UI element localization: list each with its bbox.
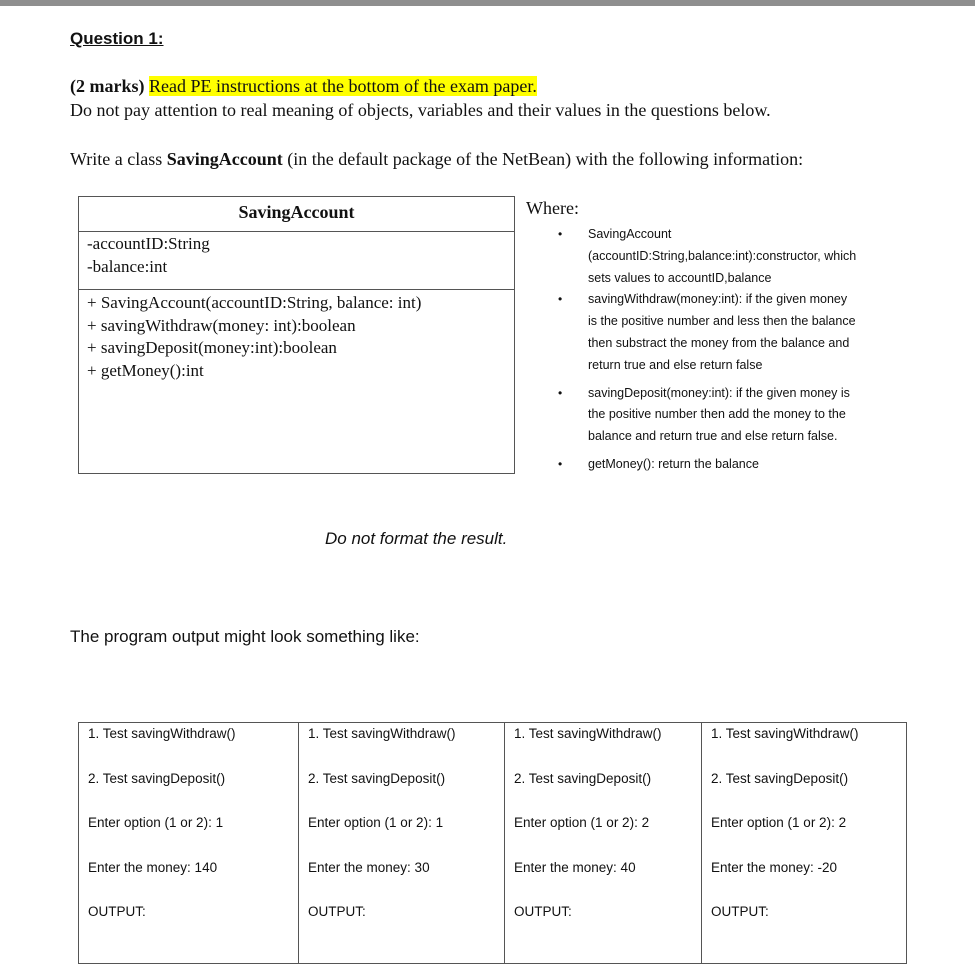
intro-pre: Write a class [70, 149, 167, 169]
output-line: OUTPUT: [308, 904, 366, 919]
output-line: Enter option (1 or 2): 1 [88, 815, 224, 830]
output-line: 2. Test savingDeposit() [88, 770, 226, 786]
output-line: 2. Test savingDeposit() [308, 770, 446, 786]
output-line: Enter the money: 40 [514, 859, 636, 875]
marks-line [70, 76, 537, 97]
where-item-line: is the positive number and less then the balance [588, 314, 856, 329]
output-line: 1. Test savingWithdraw() [308, 726, 456, 741]
uml-field: -accountID:String [87, 234, 210, 253]
where-item-line: getMoney(): return the balance [588, 456, 759, 471]
bullet-icon: • [558, 292, 563, 307]
uml-field: -balance:int [87, 257, 168, 276]
where-item [558, 289, 878, 376]
output-line: 2. Test savingDeposit() [514, 770, 652, 786]
uml-method: + savingDeposit(money:int):boolean [87, 338, 337, 357]
bullet-icon: • [558, 456, 563, 471]
intro-post: (in the default package of the NetBean) with the following information: [282, 149, 804, 169]
output-line: OUTPUT: [88, 904, 146, 919]
marks-label: (2 marks) [70, 76, 145, 96]
output-line: 1. Test savingWithdraw() [711, 726, 859, 741]
no-format-note: Do not format the result. [325, 529, 508, 548]
uml-method: + SavingAccount(accountID:String, balance: int) [87, 293, 422, 312]
output-line: Enter the money: 140 [88, 859, 218, 875]
output-line: Enter the money: 30 [308, 859, 430, 875]
output-column [505, 723, 702, 964]
intro-class-name: SavingAccount [166, 149, 283, 169]
where-item [558, 383, 878, 448]
uml-method: + savingWithdraw(money: int):boolean [87, 315, 356, 335]
highlighted-instruction: Read PE instructions at the bottom of the exam paper. [149, 76, 537, 96]
where-label: Where: [526, 198, 579, 218]
top-border [0, 0, 975, 6]
where-item-line: then substract the money from the balance and [588, 335, 850, 350]
output-line: Enter option (1 or 2): 2 [711, 815, 847, 830]
uml-methods [79, 290, 514, 473]
table-row [79, 723, 907, 964]
intro-line [70, 149, 803, 170]
where-item-line: the positive number then add the money to the [588, 407, 846, 422]
where-item-line: SavingAccount [588, 227, 672, 241]
output-column [702, 723, 907, 964]
bullet-icon: • [558, 227, 563, 241]
output-line: Enter option (1 or 2): 2 [514, 815, 650, 830]
output-heading: The program output might look something like: [70, 627, 420, 646]
where-item-line: return true and else return false [588, 357, 763, 372]
output-column [79, 723, 299, 964]
question-title: Question 1: [70, 29, 164, 48]
where-item-line: savingWithdraw(money:int): if the given money [588, 292, 848, 307]
bullet-icon: • [558, 385, 563, 400]
where-item-line: sets values to accountID,balance [588, 270, 772, 285]
where-item [558, 454, 878, 476]
uml-fields [79, 232, 514, 290]
uml-method: + getMoney():int [87, 360, 204, 380]
uml-class-diagram [78, 196, 515, 474]
output-line: 2. Test savingDeposit() [711, 770, 849, 786]
output-example-table [78, 722, 907, 964]
output-column [299, 723, 505, 964]
output-line: 1. Test savingWithdraw() [514, 726, 662, 741]
output-line: 1. Test savingWithdraw() [88, 726, 236, 741]
where-item-line: savingDeposit(money:int): if the given money is [588, 385, 850, 400]
output-line: Enter option (1 or 2): 1 [308, 815, 444, 830]
uml-class-name: SavingAccount [79, 197, 514, 232]
output-line: OUTPUT: [711, 904, 769, 919]
where-item-line: (accountID:String,balance:int):constructor, which [588, 248, 857, 263]
output-line: Enter the money: -20 [711, 859, 838, 875]
where-item-line: balance and return true and else return false. [588, 429, 838, 444]
note-line: Do not pay attention to real meaning of objects, variables and their values in the questions below. [70, 100, 771, 120]
where-item [558, 224, 878, 289]
where-list [558, 224, 878, 476]
output-line: OUTPUT: [514, 904, 572, 919]
